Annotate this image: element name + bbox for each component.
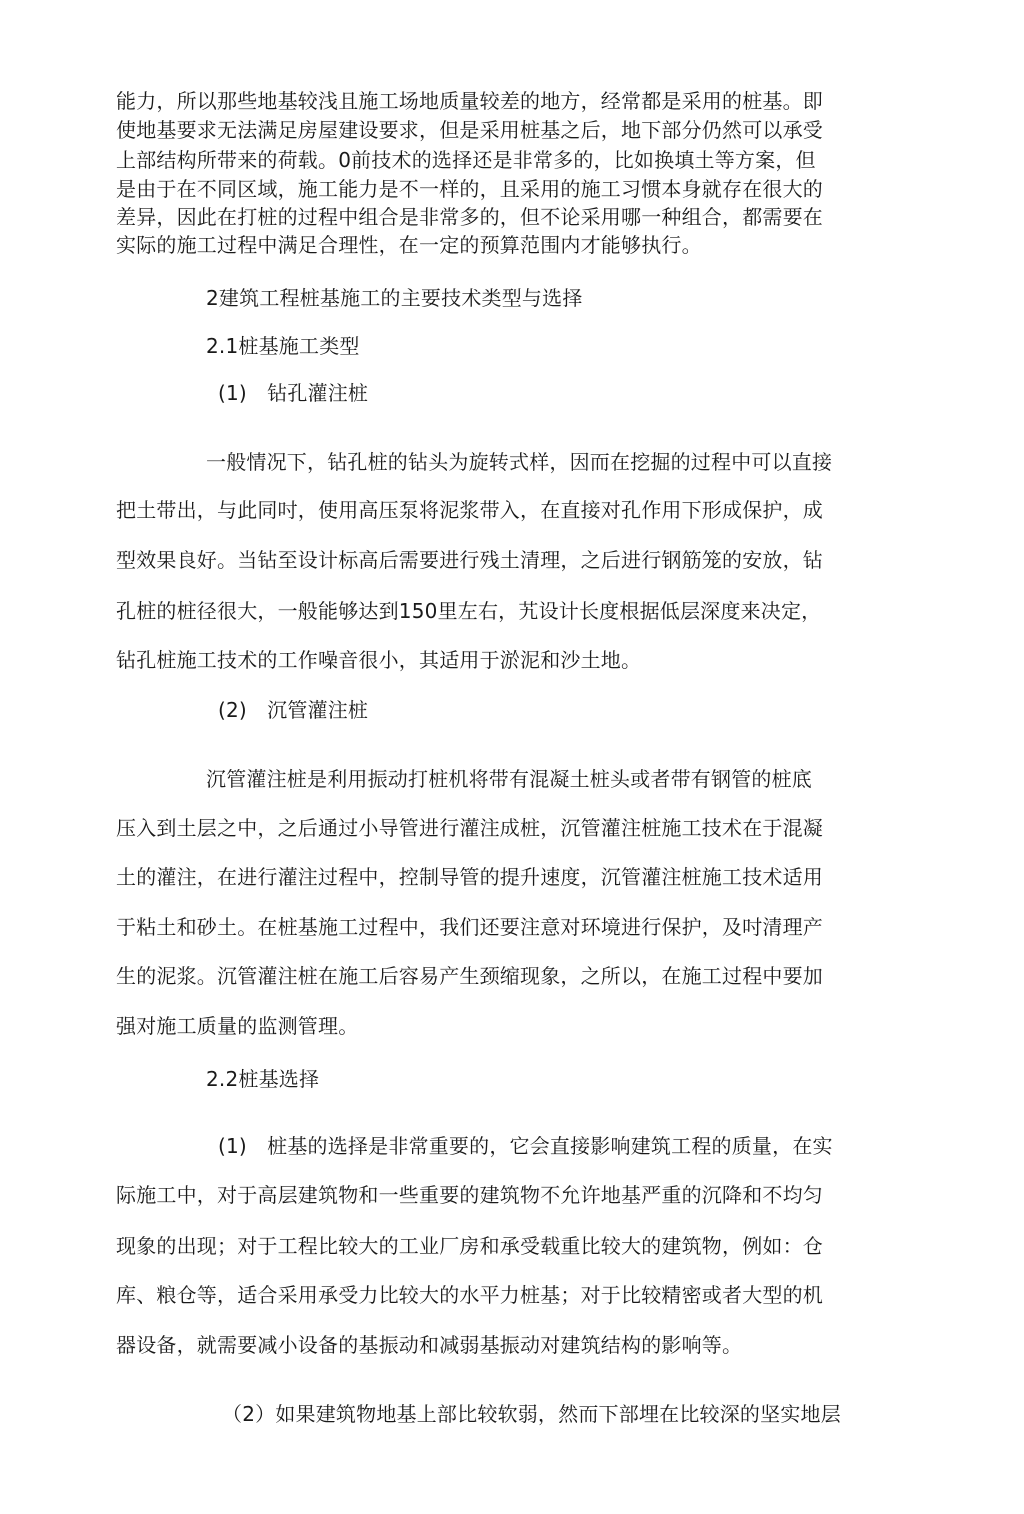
paragraph-line: 器设备，就需要减小设备的基振动和减弱基振动对建筑结构的影响等。	[116, 1333, 743, 1357]
paragraph-line: 于粘土和砂土。在桩基施工过程中，我们还要注意对环境进行保护，及吋清理产	[116, 915, 823, 939]
paragraph-line: 差异，因此在打桩的过程中组合是非常多的，但不论采用哪一种组合，都需要在	[116, 205, 823, 229]
paragraph-line: 型效果良好。当钻至设计标高后需要进行残土清理，之后进行钢筋笼的安放，钻	[116, 548, 823, 572]
paragraph-line: （2）如果建筑物地基上部比较软弱，然而下部埋在比较深的坚实地层	[222, 1402, 841, 1426]
item-label: (2) 沉管灌注桩	[218, 698, 369, 722]
paragraph-line: 把土带出，与此同吋，使用高压泵将泥浆带入，在直接对孔作用下形成保护，成	[116, 498, 823, 522]
paragraph-line: 能力，所以那些地基较浅且施工场地质量较差的地方，经常都是采用的桩基。即	[116, 89, 823, 113]
paragraph-line: 库、粮仓等，适合采用承受力比较大的水平力桩基；对于比较精密或者大型的机	[116, 1283, 823, 1307]
paragraph-line: 强对施工质量的监测管理。	[116, 1014, 359, 1038]
paragraph-line: 使地基要求无法满足房屋建设要求，但是采用桩基之后，地下部分仍然可以承受	[116, 118, 823, 142]
paragraph-line: 孔桩的桩径很大，一般能够达到150里左右，艽设计长度根据低层深度来决定，	[116, 599, 822, 623]
paragraph-line: 际施工中，对于高层建筑物和一些重要的建筑物不允许地基严重的沉降和不均匀	[116, 1183, 823, 1207]
subsection-heading: 2.2桩基选择	[206, 1067, 320, 1091]
item-label: (1) 钻孔灌注桩	[218, 381, 369, 405]
paragraph-line: (1) 桩基的选择是非常重要的，它会直接影响建筑工程的质量，在实	[218, 1134, 833, 1158]
paragraph-line: 实际的施工过程中满足合理性，在一定的预算范围内才能够执行。	[116, 233, 702, 257]
paragraph-line: 是由于在不同区域，施工能力是不一样的，且采用的施工习惯本身就存在很大的	[116, 177, 823, 201]
paragraph-line: 一般情况下，钻孔桩的钻头为旋转式样，因而在挖掘的过程中可以直接	[206, 450, 833, 474]
paragraph-line: 生的泥浆。沉管灌注桩在施工后容易产生颈缩现象，之所以，在施工过程中要加	[116, 964, 823, 988]
paragraph-line: 压入到土层之中，之后通过小导管进行灌注成桩，沉管灌注桩施工技术在于混凝	[116, 816, 823, 840]
paragraph-line: 上部结构所带来的荷载。0前技术的选择还是非常多的，比如换填土等方案，但	[116, 148, 816, 172]
paragraph-line: 沉管灌注桩是利用振动打桩机将带有混凝土桩头或者带有钢管的桩底	[206, 767, 812, 791]
paragraph-line: 现象的出现；对于工程比较大的工业厂房和承受载重比较大的建筑物，例如：仓	[116, 1234, 823, 1258]
paragraph-line: 钻孔桩施工技术的工作噪音很小，其适用于淤泥和沙土地。	[116, 648, 642, 672]
paragraph-line: 土的灌注，在进行灌注过程中，控制导管的提升速度，沉管灌注桩施工技术适用	[116, 865, 823, 889]
section-heading: 2建筑工程桩基施工的主要技术类型与选择	[206, 286, 583, 310]
subsection-heading: 2.1桩基施工类型	[206, 334, 360, 358]
